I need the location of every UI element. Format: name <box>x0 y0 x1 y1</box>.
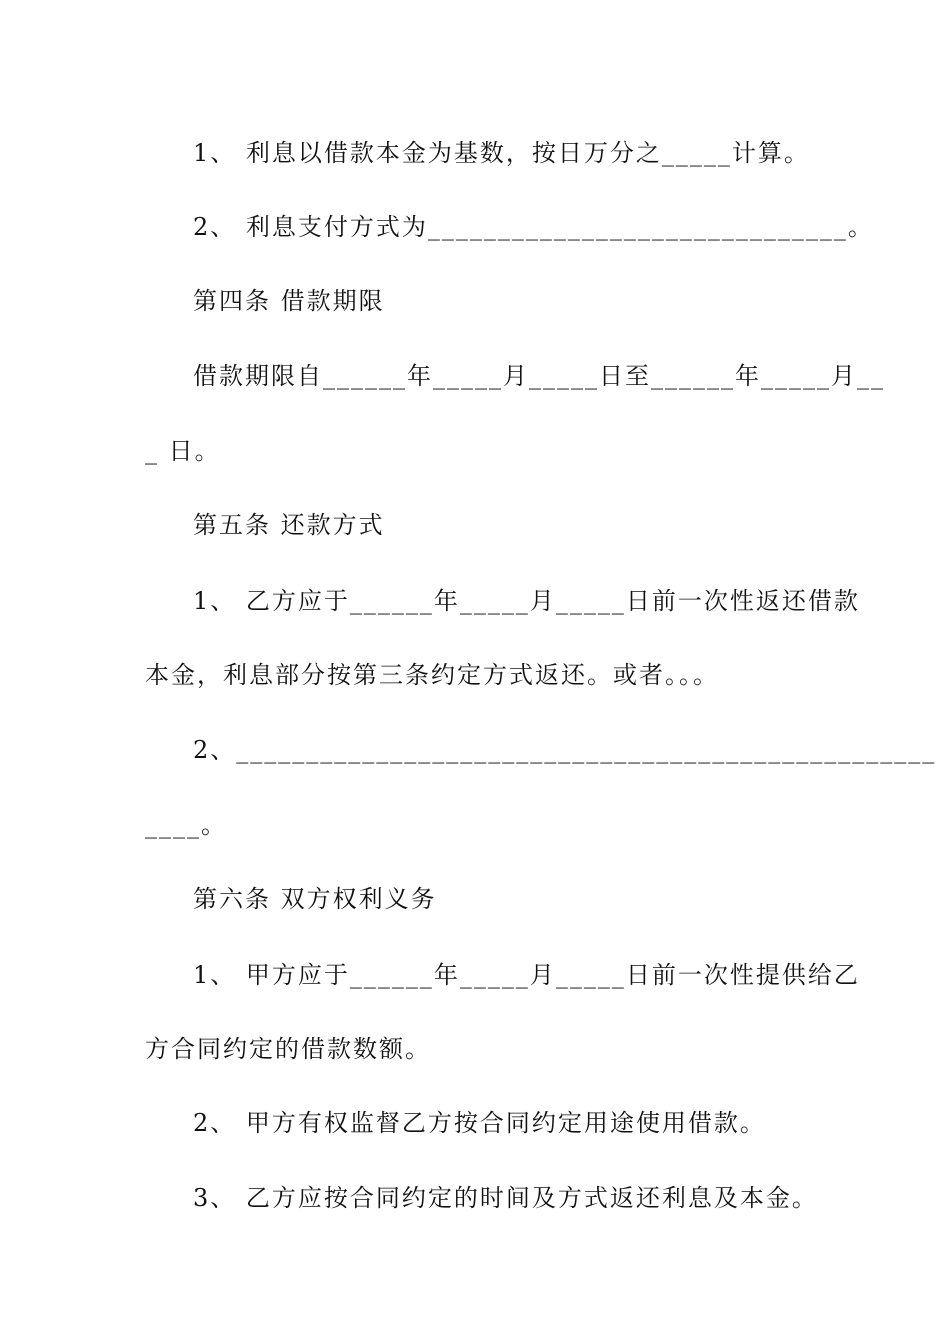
rights-clause-3: 3、 乙方应按合同约定的时间及方式返还利息及本金。 <box>193 1184 818 1212</box>
interest-payment-clause: 2、 利息支付方式为______________________________。 <box>193 213 874 241</box>
article-six-heading: 第六条 双方权利义务 <box>193 885 437 913</box>
repayment-clause-1-line-1: 1、 乙方应于______年_____月_____日前一次性返还借款 <box>193 587 860 615</box>
article-five-heading: 第五条 还款方式 <box>193 511 385 539</box>
article-four-heading: 第四条 借款期限 <box>193 287 385 315</box>
loan-term-line-1: 借款期限自______年_____月_____日至______年_____月__ <box>193 362 885 390</box>
repayment-clause-1-line-2: 本金，利息部分按第三条约定方式返还。或者。。。 <box>145 661 719 689</box>
repayment-clause-2-line-2: ____。 <box>145 811 227 839</box>
loan-term-line-2: _ 日。 <box>145 437 221 465</box>
interest-calculation-clause: 1、 利息以借款本金为基数，按日万分之_____计算。 <box>193 139 810 167</box>
repayment-clause-2-line-1: 2、__________________________________________________ <box>193 736 937 764</box>
rights-clause-1-line-2: 方合同约定的借款数额。 <box>145 1035 431 1063</box>
rights-clause-1-line-1: 1、 甲方应于______年_____月_____日前一次性提供给乙 <box>193 961 860 989</box>
rights-clause-2: 2、 甲方有权监督乙方按合同约定用途使用借款。 <box>193 1109 766 1137</box>
